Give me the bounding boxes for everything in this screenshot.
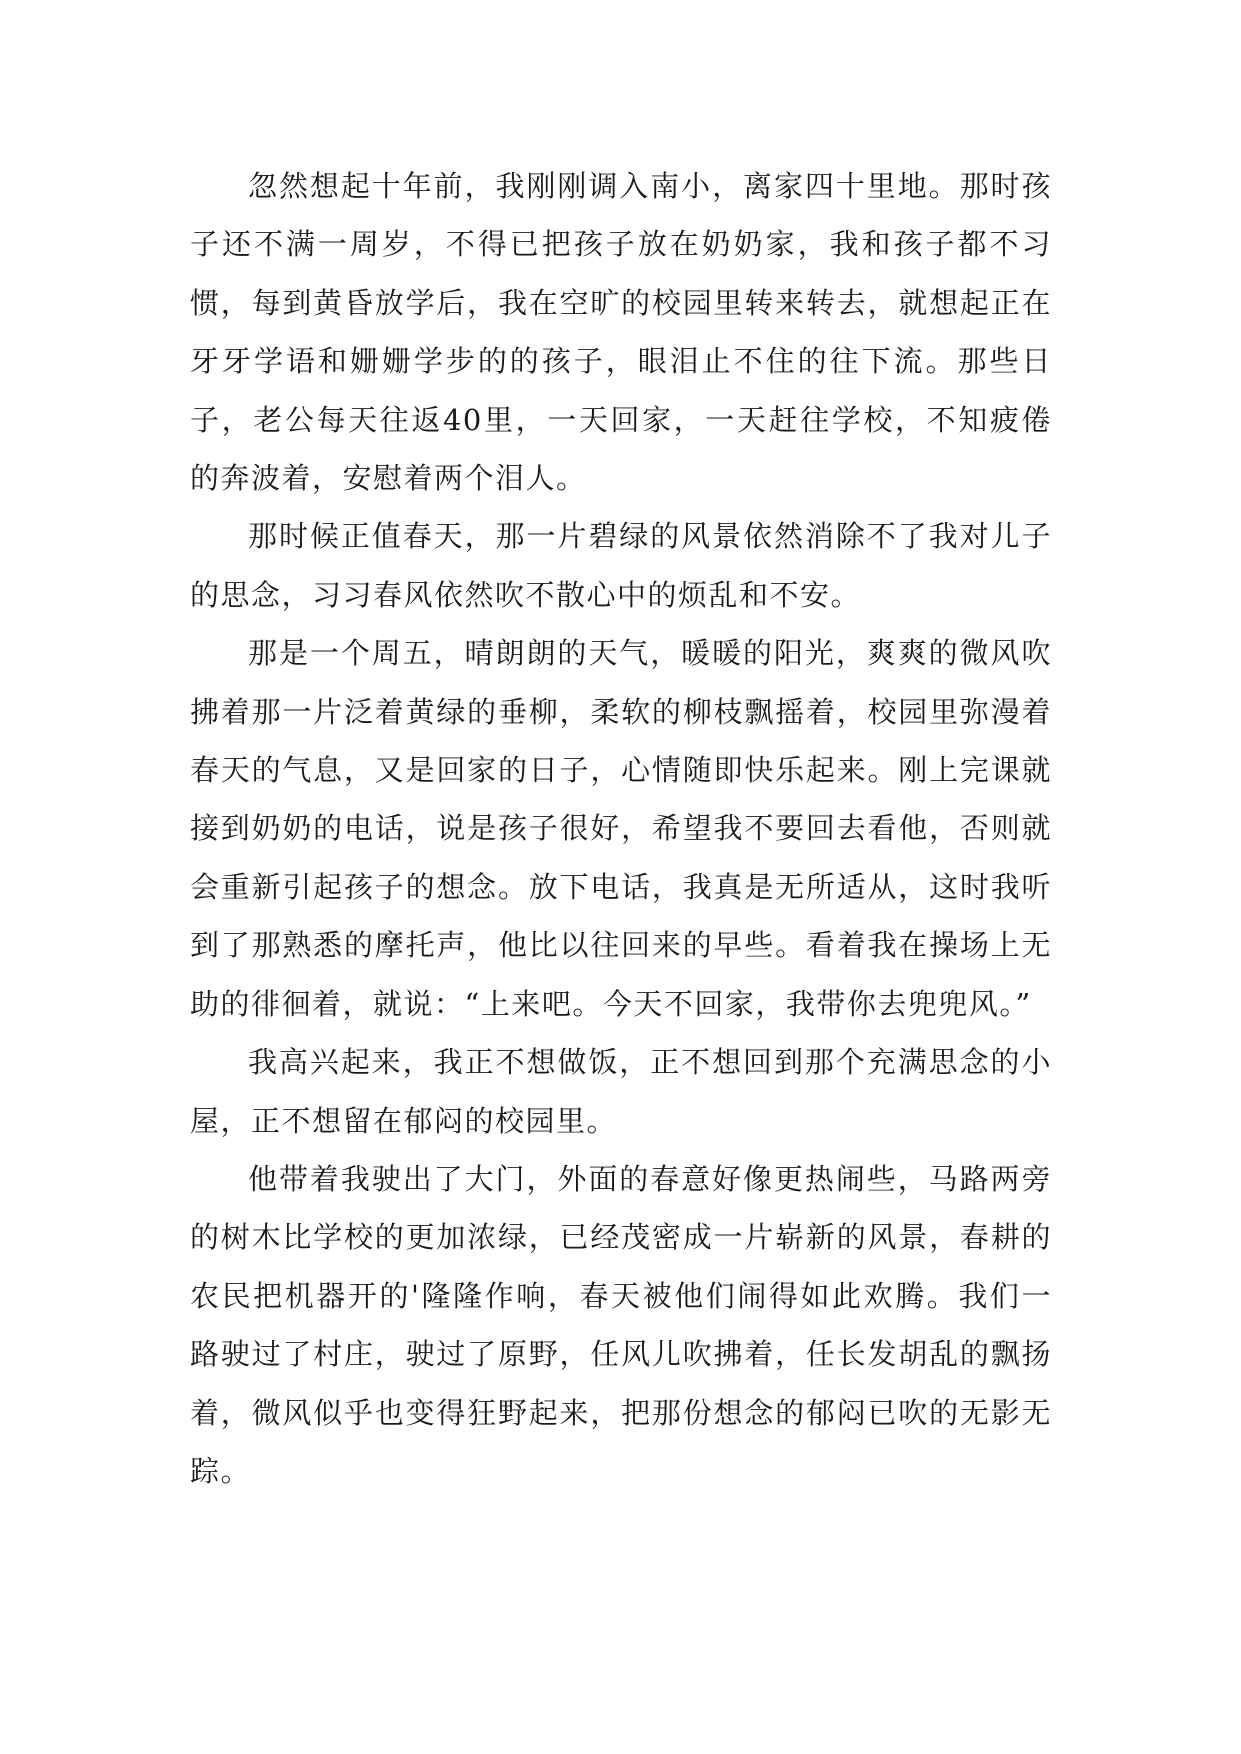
paragraph-3: 那是一个周五，晴朗朗的天气，暖暖的阳光，爽爽的微风吹拂着那一片泛着黄绿的垂柳，柔软的柳枝飘摇着，校园里弥漫着春天的气息，又是回家的日子，心情随即快乐起来。刚上完课就接到奶奶的电话，说是孩子很好，希望我不要回去看他，否则就会重新引起孩子的想念。放下电话，我真是无所适从，这时我听到了那熟悉的摩托声，他比以往回来的早些。看着我在操场上无助的徘徊着，就说：“上来吧。今天不回家，我带你去兜兜风。”	[190, 636, 1052, 1021]
paragraph-1: 忽然想起十年前，我刚刚调入南小，离家四十里地。那时孩子还不满一周岁，不得已把孩子放在奶奶家，我和孩子都不习惯，每到黄昏放学后，我在空旷的校园里转来转去，就想起正在牙牙学语和姗姗学步的的孩子，眼泪止不住的往下流。那些日子，老公每天往返40里，一天回家，一天赶往学校，不知疲倦的奔波着，安慰着两个泪人。	[190, 169, 1052, 496]
paragraph-4: 我高兴起来，我正不想做饭，正不想回到那个充满思念的小屋，正不想留在郁闷的校园里。	[190, 1045, 1052, 1138]
paragraph-5: 他带着我驶出了大门，外面的春意好像更热闹些，马路两旁的树木比学校的更加浓绿，已经茂密成一片崭新的风景，春耕的农民把机器开的'隆隆作响，春天被他们闹得如此欢腾。我们一路驶过了村庄，驶过了原野，任风儿吹拂着，任长发胡乱的飘扬着，微风似乎也变得狂野起来，把那份想念的郁闷已吹的无影无踪。	[190, 1161, 1052, 1488]
paragraph-2: 那时候正值春天，那一片碧绿的风景依然消除不了我对儿子的思念，习习春风依然吹不散心中的烦乱和不安。	[190, 519, 1052, 612]
document-body	[190, 157, 1052, 1500]
